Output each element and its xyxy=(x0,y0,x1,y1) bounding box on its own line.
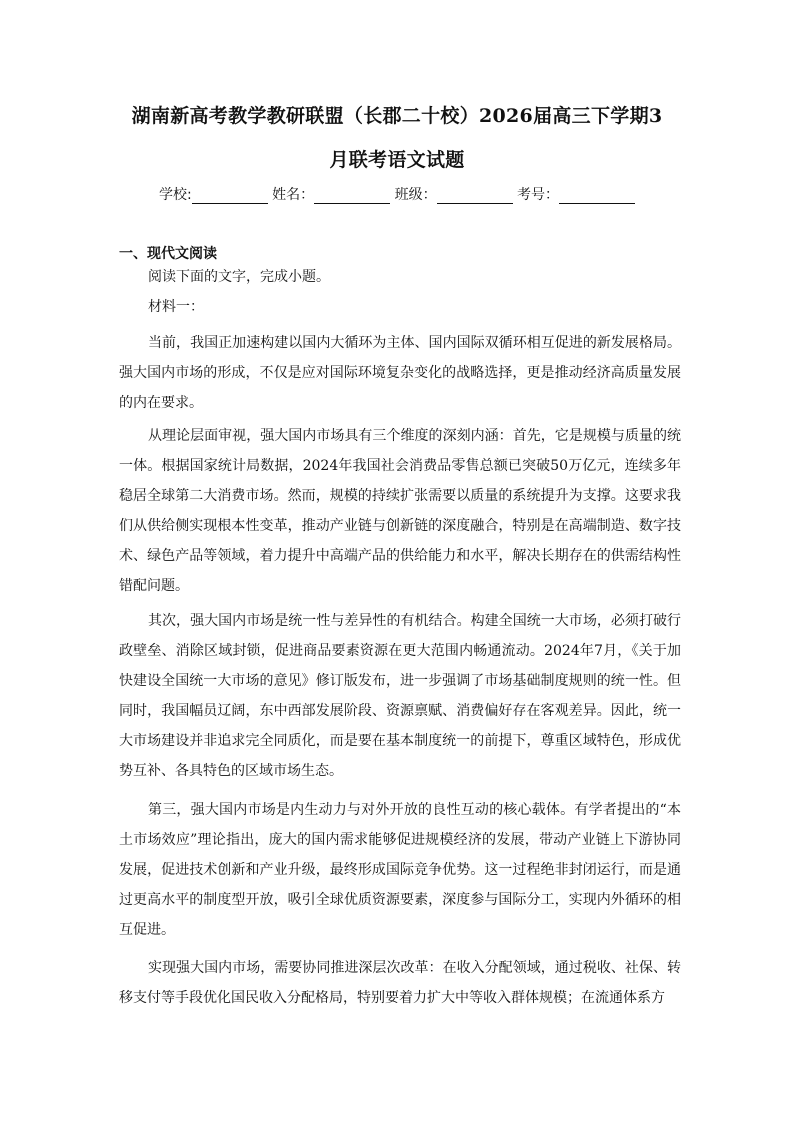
paragraph-3: 其次，强大国内市场是统一性与差异性的有机结合。构建全国统一大市场，必须打破行政壁垒、消除区域封锁，促进商品要素资源在更大范围内畅通流动。2024年7月，《关于加快建设全国统一大市场的意见》修订版发布，进一步强调了市场基础制度规则的统一性。但同时，我国幅员辽阔，东中西部发展阶段、资源禀赋、消费偏好存在客观差异。因此，统一大市场建设并非追求完全同质化，而是要在基本制度统一的前提下，尊重区域特色，形成优势互补、各具特色的区域市场生态。 xyxy=(119,613,681,779)
exam-number-label: 考号： xyxy=(517,187,560,203)
paragraph-1: 当前，我国正加速构建以国内大循环为主体、国内国际双循环相互促进的新发展格局。强大国内市场的形成，不仅是应对国际环境复杂变化的战略选择，更是推动经济高质量发展的内在要求。 xyxy=(119,335,681,411)
paragraph-5: 实现强大国内市场，需要协同推进深层次改革：在收入分配领域，通过税收、社保、转移支付等手段优化国民收入分配格局，特别要着力扩大中等收入群体规模；在流通体系方 xyxy=(119,960,681,1006)
exam-number-blank[interactable] xyxy=(559,189,635,204)
student-info-fields xyxy=(0,184,794,204)
section-heading: 一、现代文阅读 xyxy=(119,246,217,262)
school-blank[interactable] xyxy=(192,189,268,204)
class-label: 班级： xyxy=(394,187,437,203)
name-label: 姓名： xyxy=(272,187,315,203)
paragraph-4: 第三，强大国内市场是内生动力与对外开放的良性互动的核心载体。有学者提出的“本土市场效应”理论指出，庞大的国内需求能够促进规模经济的发展，带动产业链上下游协同发展，促进技术创新和产业升级，最终形成国际竞争优势。这一过程绝非封闭运行，而是通过更高水平的制度型开放，吸引全球优质资源要素，深度参与国际分工，实现内外循环的相互促进。 xyxy=(119,802,681,938)
school-label: 学校: xyxy=(158,187,192,203)
exam-title-line-1: 湖南新高考教学教研联盟（长郡二十校）2026届高三下学期3 xyxy=(131,105,663,127)
paragraph-2: 从理论层面审视，强大国内市场具有三个维度的深刻内涵：首先，它是规模与质量的统一体。根据国家统计局数据，2024年我国社会消费品零售总额已突破50万亿元，连续多年稳居全球第二大消费市场。然而，规模的持续扩张需要以质量的系统提升为支撑。这要求我们从供给侧实现根本性变革，推动产业链与创新链的深度融合，特别是在高端制造、数字技术、绿色产品等领域，着力提升中高端产品的供给能力和水平，解决长期存在的供需结构性错配问题。 xyxy=(119,428,681,594)
material-label: 材料一： xyxy=(148,299,204,315)
class-blank[interactable] xyxy=(437,189,513,204)
name-blank[interactable] xyxy=(314,189,390,204)
exam-title-line-2: 月联考语文试题 xyxy=(329,149,465,171)
reading-instruction: 阅读下面的文字，完成小题。 xyxy=(148,269,330,285)
